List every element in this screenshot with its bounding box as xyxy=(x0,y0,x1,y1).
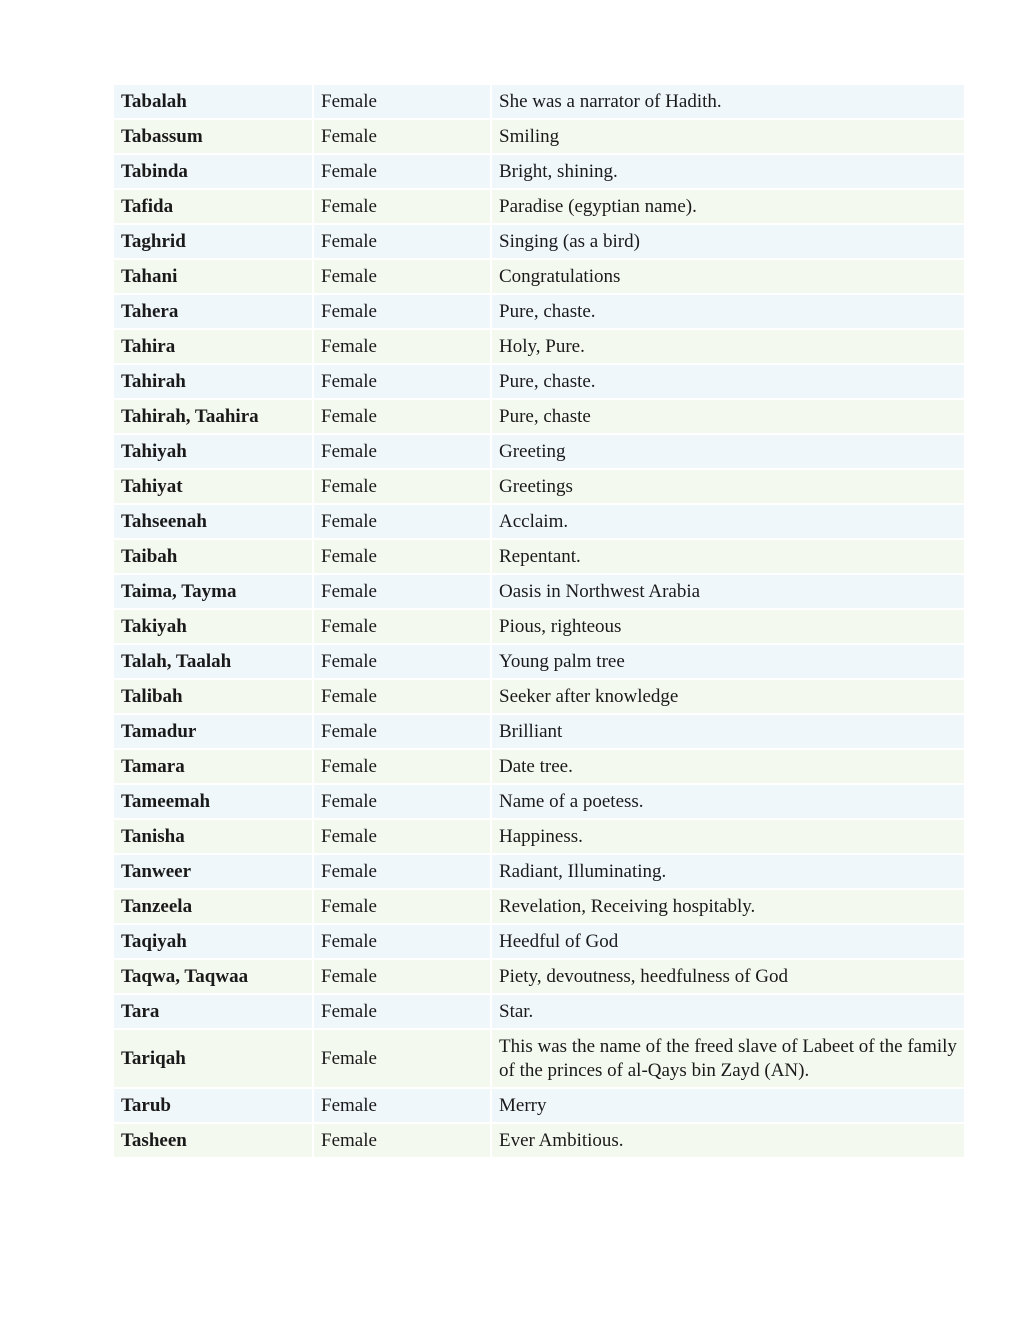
gender-cell: Female xyxy=(314,1089,492,1122)
name-cell: Tamadur xyxy=(114,715,314,748)
meaning-cell: Greeting xyxy=(492,435,964,468)
name-cell: Tahirah, Taahira xyxy=(114,400,314,433)
meaning-cell: Singing (as a bird) xyxy=(492,225,964,258)
gender-cell: Female xyxy=(314,190,492,223)
table-row xyxy=(114,960,964,993)
table-row xyxy=(114,1030,964,1087)
meaning-cell: Seeker after knowledge xyxy=(492,680,964,713)
name-cell: Talibah xyxy=(114,680,314,713)
name-cell: Tahirah xyxy=(114,365,314,398)
table-row xyxy=(114,85,964,118)
meaning-cell: Heedful of God xyxy=(492,925,964,958)
table-row xyxy=(114,260,964,293)
name-cell: Tabalah xyxy=(114,85,314,118)
gender-cell: Female xyxy=(314,365,492,398)
name-cell: Taqwa, Taqwaa xyxy=(114,960,314,993)
table-row xyxy=(114,575,964,608)
meaning-cell: Radiant, Illuminating. xyxy=(492,855,964,888)
meaning-cell: Piety, devoutness, heedfulness of God xyxy=(492,960,964,993)
meaning-cell: Happiness. xyxy=(492,820,964,853)
table-row xyxy=(114,680,964,713)
gender-cell: Female xyxy=(314,890,492,923)
name-cell: Tahiyah xyxy=(114,435,314,468)
gender-cell: Female xyxy=(314,680,492,713)
meaning-cell: Date tree. xyxy=(492,750,964,783)
gender-cell: Female xyxy=(314,470,492,503)
table-row xyxy=(114,470,964,503)
gender-cell: Female xyxy=(314,505,492,538)
gender-cell: Female xyxy=(314,855,492,888)
gender-cell: Female xyxy=(314,1030,492,1087)
table-row xyxy=(114,785,964,818)
name-cell: Taqiyah xyxy=(114,925,314,958)
document-page xyxy=(114,83,964,1159)
gender-cell: Female xyxy=(314,820,492,853)
name-cell: Taghrid xyxy=(114,225,314,258)
gender-cell: Female xyxy=(314,925,492,958)
meaning-cell: Revelation, Receiving hospitably. xyxy=(492,890,964,923)
meaning-cell: Pure, chaste xyxy=(492,400,964,433)
gender-cell: Female xyxy=(314,260,492,293)
name-cell: Tanzeela xyxy=(114,890,314,923)
table-row xyxy=(114,890,964,923)
table-row xyxy=(114,1089,964,1122)
table-row xyxy=(114,610,964,643)
table-row xyxy=(114,225,964,258)
gender-cell: Female xyxy=(314,575,492,608)
meaning-cell: Pious, righteous xyxy=(492,610,964,643)
meaning-cell: This was the name of the freed slave of Labeet of the family of the princes of al-Qays bin Zayd (AN). xyxy=(492,1030,964,1087)
table-row xyxy=(114,645,964,678)
table-row xyxy=(114,820,964,853)
meaning-cell: Oasis in Northwest Arabia xyxy=(492,575,964,608)
gender-cell: Female xyxy=(314,225,492,258)
table-row xyxy=(114,505,964,538)
meaning-cell: Young palm tree xyxy=(492,645,964,678)
meaning-cell: Smiling xyxy=(492,120,964,153)
name-cell: Tarub xyxy=(114,1089,314,1122)
table-row xyxy=(114,925,964,958)
name-cell: Tamara xyxy=(114,750,314,783)
meaning-cell: Acclaim. xyxy=(492,505,964,538)
name-cell: Talah, Taalah xyxy=(114,645,314,678)
meaning-cell: She was a narrator of Hadith. xyxy=(492,85,964,118)
table-row xyxy=(114,400,964,433)
table-row xyxy=(114,190,964,223)
meaning-cell: Ever Ambitious. xyxy=(492,1124,964,1157)
name-cell: Tahera xyxy=(114,295,314,328)
table-row xyxy=(114,1124,964,1157)
name-cell: Taima, Tayma xyxy=(114,575,314,608)
table-row xyxy=(114,120,964,153)
name-cell: Tafida xyxy=(114,190,314,223)
gender-cell: Female xyxy=(314,995,492,1028)
table-row xyxy=(114,995,964,1028)
gender-cell: Female xyxy=(314,1124,492,1157)
names-table-body xyxy=(114,85,964,1157)
name-cell: Tahira xyxy=(114,330,314,363)
meaning-cell: Congratulations xyxy=(492,260,964,293)
name-cell: Tahiyat xyxy=(114,470,314,503)
table-row xyxy=(114,435,964,468)
gender-cell: Female xyxy=(314,155,492,188)
gender-cell: Female xyxy=(314,785,492,818)
table-row xyxy=(114,295,964,328)
gender-cell: Female xyxy=(314,750,492,783)
name-cell: Tahani xyxy=(114,260,314,293)
meaning-cell: Repentant. xyxy=(492,540,964,573)
name-cell: Tara xyxy=(114,995,314,1028)
table-row xyxy=(114,540,964,573)
gender-cell: Female xyxy=(314,295,492,328)
meaning-cell: Name of a poetess. xyxy=(492,785,964,818)
meaning-cell: Holy, Pure. xyxy=(492,330,964,363)
meaning-cell: Pure, chaste. xyxy=(492,365,964,398)
table-row xyxy=(114,855,964,888)
name-cell: Tameemah xyxy=(114,785,314,818)
meaning-cell: Merry xyxy=(492,1089,964,1122)
name-cell: Tanweer xyxy=(114,855,314,888)
table-row xyxy=(114,155,964,188)
gender-cell: Female xyxy=(314,610,492,643)
name-cell: Tanisha xyxy=(114,820,314,853)
table-row xyxy=(114,715,964,748)
name-cell: Tariqah xyxy=(114,1030,314,1087)
name-cell: Taibah xyxy=(114,540,314,573)
gender-cell: Female xyxy=(314,960,492,993)
meaning-cell: Paradise (egyptian name). xyxy=(492,190,964,223)
meaning-cell: Brilliant xyxy=(492,715,964,748)
name-cell: Tasheen xyxy=(114,1124,314,1157)
gender-cell: Female xyxy=(314,85,492,118)
name-cell: Tabassum xyxy=(114,120,314,153)
gender-cell: Female xyxy=(314,400,492,433)
name-cell: Tabinda xyxy=(114,155,314,188)
gender-cell: Female xyxy=(314,540,492,573)
meaning-cell: Greetings xyxy=(492,470,964,503)
gender-cell: Female xyxy=(314,435,492,468)
gender-cell: Female xyxy=(314,715,492,748)
table-row xyxy=(114,330,964,363)
name-cell: Tahseenah xyxy=(114,505,314,538)
names-table xyxy=(114,83,964,1159)
gender-cell: Female xyxy=(314,645,492,678)
table-row xyxy=(114,365,964,398)
meaning-cell: Star. xyxy=(492,995,964,1028)
meaning-cell: Pure, chaste. xyxy=(492,295,964,328)
meaning-cell: Bright, shining. xyxy=(492,155,964,188)
table-row xyxy=(114,750,964,783)
name-cell: Takiyah xyxy=(114,610,314,643)
gender-cell: Female xyxy=(314,330,492,363)
gender-cell: Female xyxy=(314,120,492,153)
